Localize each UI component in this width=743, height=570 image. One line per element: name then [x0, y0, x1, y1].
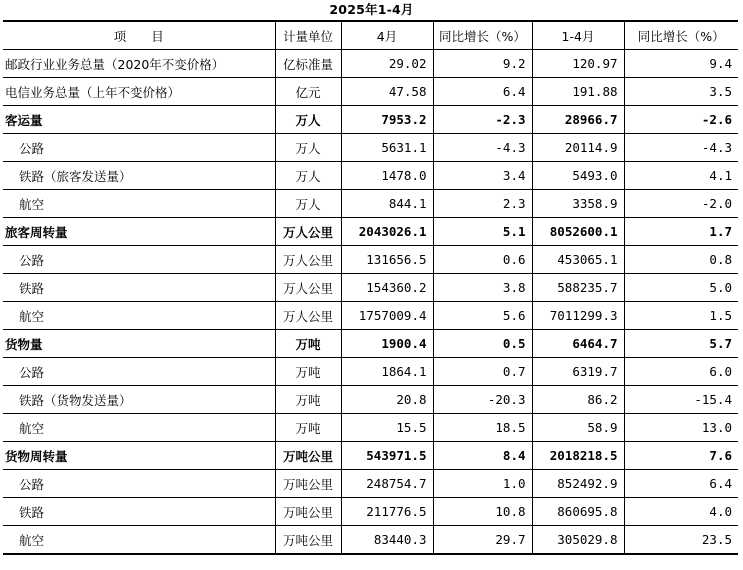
- ytd-yoy-cell: 3.5: [624, 78, 738, 106]
- unit-cell: 万吨公里: [275, 442, 341, 470]
- ytd-yoy-cell: -2.6: [624, 106, 738, 134]
- ytd-yoy-cell: 6.0: [624, 358, 738, 386]
- month-value-cell: 1900.4: [341, 330, 433, 358]
- month-value-cell: 1757009.4: [341, 302, 433, 330]
- unit-cell: 万人公里: [275, 246, 341, 274]
- header-month: 4月: [341, 21, 433, 50]
- month-yoy-cell: 0.6: [433, 246, 532, 274]
- item-name-cell: 航空: [3, 302, 275, 330]
- unit-cell: 万吨公里: [275, 498, 341, 526]
- ytd-value-cell: 860695.8: [532, 498, 624, 526]
- unit-cell: 万人公里: [275, 274, 341, 302]
- month-value-cell: 20.8: [341, 386, 433, 414]
- table-row: [3, 470, 738, 498]
- ytd-value-cell: 588235.7: [532, 274, 624, 302]
- month-yoy-cell: 0.7: [433, 358, 532, 386]
- unit-cell: 万吨: [275, 358, 341, 386]
- item-name-cell: 铁路: [3, 274, 275, 302]
- ytd-value-cell: 453065.1: [532, 246, 624, 274]
- ytd-value-cell: 58.9: [532, 414, 624, 442]
- ytd-yoy-cell: 1.7: [624, 218, 738, 246]
- month-yoy-cell: 0.5: [433, 330, 532, 358]
- ytd-yoy-cell: 9.4: [624, 50, 738, 78]
- unit-cell: 万吨: [275, 330, 341, 358]
- item-name-cell: 航空: [3, 190, 275, 218]
- table-row: [3, 162, 738, 190]
- item-name-cell: 铁路（货物发送量）: [3, 386, 275, 414]
- ytd-yoy-cell: -15.4: [624, 386, 738, 414]
- month-yoy-cell: 5.6: [433, 302, 532, 330]
- month-yoy-cell: 9.2: [433, 50, 532, 78]
- table-row: [3, 498, 738, 526]
- unit-cell: 万吨: [275, 414, 341, 442]
- ytd-value-cell: 6464.7: [532, 330, 624, 358]
- ytd-yoy-cell: 4.0: [624, 498, 738, 526]
- item-name-cell: 公路: [3, 134, 275, 162]
- ytd-value-cell: 3358.9: [532, 190, 624, 218]
- ytd-value-cell: 86.2: [532, 386, 624, 414]
- header-ytd-yoy: 同比增长（%）: [624, 21, 738, 50]
- unit-cell: 万吨: [275, 386, 341, 414]
- month-yoy-cell: 3.4: [433, 162, 532, 190]
- month-value-cell: 5631.1: [341, 134, 433, 162]
- table-body: [3, 50, 738, 555]
- month-value-cell: 154360.2: [341, 274, 433, 302]
- item-name-cell: 公路: [3, 470, 275, 498]
- item-name-cell: 旅客周转量: [3, 218, 275, 246]
- month-yoy-cell: 1.0: [433, 470, 532, 498]
- ytd-yoy-cell: 0.8: [624, 246, 738, 274]
- ytd-yoy-cell: 23.5: [624, 526, 738, 555]
- item-name-cell: 客运量: [3, 106, 275, 134]
- transport-statistics-table: [3, 20, 738, 555]
- item-name-cell: 电信业务总量（上年不变价格）: [3, 78, 275, 106]
- month-yoy-cell: 3.8: [433, 274, 532, 302]
- ytd-value-cell: 5493.0: [532, 162, 624, 190]
- unit-cell: 万吨公里: [275, 470, 341, 498]
- item-name-cell: 铁路（旅客发送量）: [3, 162, 275, 190]
- ytd-yoy-cell: -2.0: [624, 190, 738, 218]
- table-row: [3, 246, 738, 274]
- month-value-cell: 1864.1: [341, 358, 433, 386]
- month-value-cell: 29.02: [341, 50, 433, 78]
- table-row: [3, 526, 738, 555]
- ytd-yoy-cell: 1.5: [624, 302, 738, 330]
- table-title: 2025年1-4月: [329, 2, 414, 17]
- table-row: [3, 330, 738, 358]
- unit-cell: 亿元: [275, 78, 341, 106]
- month-yoy-cell: 10.8: [433, 498, 532, 526]
- ytd-value-cell: 191.88: [532, 78, 624, 106]
- unit-cell: 万人: [275, 134, 341, 162]
- month-value-cell: 83440.3: [341, 526, 433, 555]
- unit-cell: 万人: [275, 106, 341, 134]
- header-ytd: 1-4月: [532, 21, 624, 50]
- ytd-value-cell: 120.97: [532, 50, 624, 78]
- month-value-cell: 1478.0: [341, 162, 433, 190]
- ytd-value-cell: 8052600.1: [532, 218, 624, 246]
- ytd-value-cell: 305029.8: [532, 526, 624, 555]
- ytd-value-cell: 20114.9: [532, 134, 624, 162]
- ytd-yoy-cell: 5.0: [624, 274, 738, 302]
- month-yoy-cell: -2.3: [433, 106, 532, 134]
- month-yoy-cell: 6.4: [433, 78, 532, 106]
- month-value-cell: 15.5: [341, 414, 433, 442]
- unit-cell: 万吨公里: [275, 526, 341, 555]
- header-month-yoy: 同比增长（%）: [433, 21, 532, 50]
- table-row: [3, 274, 738, 302]
- month-value-cell: 7953.2: [341, 106, 433, 134]
- unit-cell: 万人公里: [275, 218, 341, 246]
- table-row: [3, 414, 738, 442]
- table-row: [3, 50, 738, 78]
- month-yoy-cell: 8.4: [433, 442, 532, 470]
- month-yoy-cell: 29.7: [433, 526, 532, 555]
- ytd-value-cell: 7011299.3: [532, 302, 624, 330]
- month-value-cell: 248754.7: [341, 470, 433, 498]
- item-name-cell: 公路: [3, 246, 275, 274]
- table-row: [3, 190, 738, 218]
- unit-cell: 亿标准量: [275, 50, 341, 78]
- item-name-cell: 邮政行业业务总量（2020年不变价格）: [3, 50, 275, 78]
- ytd-yoy-cell: 13.0: [624, 414, 738, 442]
- month-yoy-cell: -20.3: [433, 386, 532, 414]
- unit-cell: 万人: [275, 162, 341, 190]
- ytd-value-cell: 852492.9: [532, 470, 624, 498]
- table-row: [3, 386, 738, 414]
- header-row: [3, 21, 738, 50]
- item-name-cell: 铁路: [3, 498, 275, 526]
- table-row: [3, 106, 738, 134]
- ytd-yoy-cell: 4.1: [624, 162, 738, 190]
- month-value-cell: 543971.5: [341, 442, 433, 470]
- table-header: [3, 21, 738, 50]
- ytd-yoy-cell: -4.3: [624, 134, 738, 162]
- month-value-cell: 47.58: [341, 78, 433, 106]
- table-row: [3, 358, 738, 386]
- unit-cell: 万人: [275, 190, 341, 218]
- month-value-cell: 211776.5: [341, 498, 433, 526]
- table-row: [3, 78, 738, 106]
- ytd-value-cell: 6319.7: [532, 358, 624, 386]
- item-name-cell: 货物周转量: [3, 442, 275, 470]
- table-row: [3, 302, 738, 330]
- table-row: [3, 134, 738, 162]
- month-value-cell: 131656.5: [341, 246, 433, 274]
- ytd-value-cell: 2018218.5: [532, 442, 624, 470]
- item-name-cell: 航空: [3, 414, 275, 442]
- ytd-value-cell: 28966.7: [532, 106, 624, 134]
- item-name-cell: 公路: [3, 358, 275, 386]
- month-value-cell: 844.1: [341, 190, 433, 218]
- item-name-cell: 货物量: [3, 330, 275, 358]
- header-unit: 计量单位: [275, 21, 341, 50]
- table-row: [3, 442, 738, 470]
- header-item: 项 目: [3, 21, 275, 50]
- month-yoy-cell: -4.3: [433, 134, 532, 162]
- month-yoy-cell: 2.3: [433, 190, 532, 218]
- ytd-yoy-cell: 6.4: [624, 470, 738, 498]
- month-value-cell: 2043026.1: [341, 218, 433, 246]
- month-yoy-cell: 5.1: [433, 218, 532, 246]
- ytd-yoy-cell: 7.6: [624, 442, 738, 470]
- month-yoy-cell: 18.5: [433, 414, 532, 442]
- table-row: [3, 218, 738, 246]
- ytd-yoy-cell: 5.7: [624, 330, 738, 358]
- item-name-cell: 航空: [3, 526, 275, 555]
- unit-cell: 万人公里: [275, 302, 341, 330]
